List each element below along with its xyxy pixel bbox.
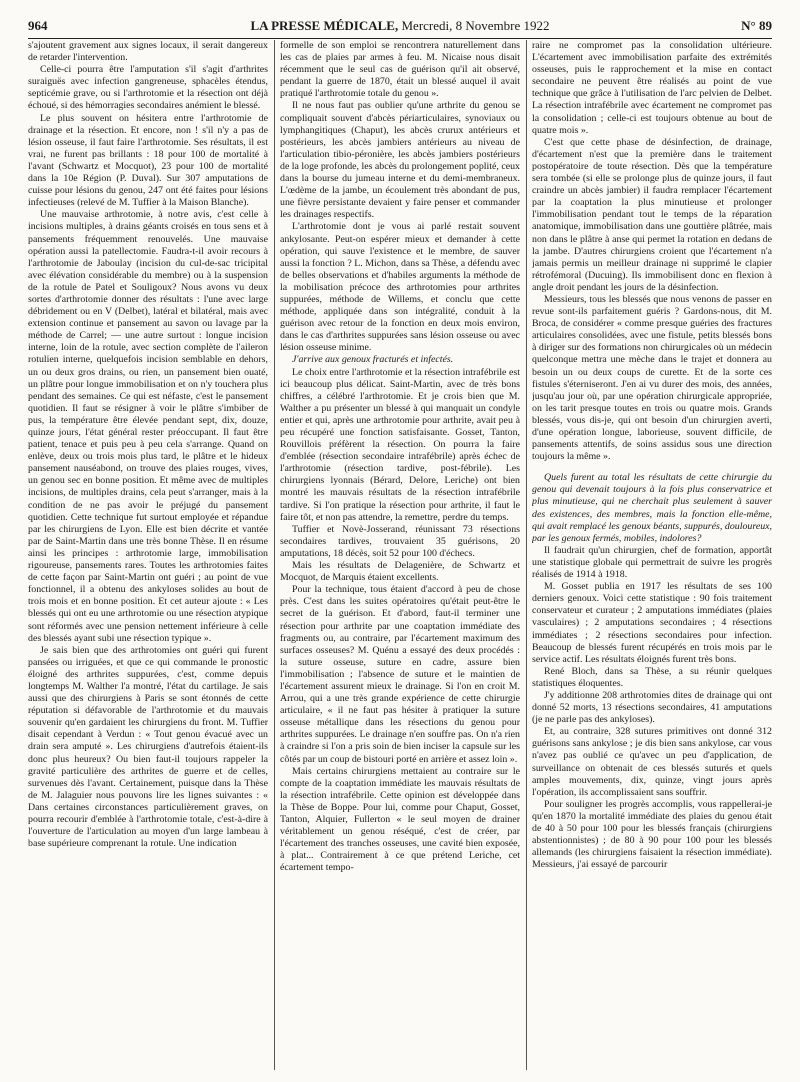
text-column-3 xyxy=(532,40,772,1070)
section-heading: Quels furent au total les résultats de cette chirurgie du genou qui devenait toujours à la fois plus conservatrice et plus minutieuse, qui ne cherchait plus seulement à sauver des existences, des membres, mais la fonction elle-même, qui avait remplacé les genoux béants, suppurés, douloureux, par les genoux fermés, mobiles, indolores? xyxy=(532,472,772,544)
paragraph: Je sais bien que des arthrotomies ont guéri qui furent pansées ou irriguées, et que ce qui commande le pronostic éloigné des arthrites suppurées, c'est, comme depuis longtemps M. Walther l'a montré, l'état du cartilage. Je sais aussi que des chirurgiens à Paris se sont étonnés de cette réputation si défavorable de l'arthrotomie et du mauvais souvenir qu'en gardaient les chirurgiens du front. M. Tuffier disait cependant à Verdun : « Tout genou évacué avec un drain sera amputé ». Les chirurgiens d'autrefois étaient-ils donc plus heureux? Ou bien faut-il toujours rappeler la gravité particulière des arthrites de guerre et de celles, survenues dès l'avant. Certainement, puisque dans la Thèse de M. Jalaguier nous pouvons lire les lignes suivantes : « Dans certaines circonstances particulièrement graves, on pourra recourir d'emblée à l'arthrotomie totale, c'est-à-dire à l'ouverture de l'articulation au moyen d'un large lambeau à base supérieure comprenant la rotule. Une indication xyxy=(28,644,268,850)
section-heading: J'arrive aux genoux fracturés et infectés. xyxy=(292,354,454,366)
paragraph: Tuffier et Novè-Josserand, réunissant 73 résections secondaires tardives, trouvaient 35 guérisons, 20 amputations, 18 décès, soit 52 pour 100 d'échecs. xyxy=(280,523,520,559)
paragraph: Et, au contraire, 328 sutures primitives ont donné 312 guérisons sans ankylose ; je dis bien sans ankylose, car vous n'avez pas oublié ce qu'avec un peu d'application, de surveillance on obtenait de ces blessés suturés et quels amples mouvements, dix, quinze, vingt jours après l'opération, ils accomplissaient sans souffrir. xyxy=(532,726,772,798)
column-divider xyxy=(526,40,527,1070)
paragraph: L'arthrotomie dont je vous ai parlé restait souvent ankylosante. Peut-on espérer mieux et demander à cette opération, qui sauve l'existence et le membre, de sauver aussi la fonction ? L. Michon, dans sa Thèse, a défendu avec de belles observations et d'habiles arguments la méthode de la mobilisation précoce des arthrotomies pour arthrites suppurées, méthode de Willems, et conclu que cette méthode, appliquée dans son intégralité, conduit à la guérison avec retour de la fonction en deux mois environ, dans le cas d'arthrites suppurées sans lésion osseuse ou avec lésion osseuse minime. xyxy=(280,221,520,354)
paragraph: Pour souligner les progrès accomplis, vous rappellerai-je qu'en 1870 la mortalité immédiate des plaies du genou était de 40 à 50 pour 100 pour les blessés français (chirurgiens abstentionnistes) ; de 80 à 90 pour 100 pour les blessés allemands (les chirurgiens faisaient la résection immédiate). Messieurs, j'ai essayé de parcourir xyxy=(532,798,772,871)
paragraph: René Bloch, dans sa Thèse, a su réunir quelques statistiques éloquentes. xyxy=(532,665,772,689)
paragraph: Il faudrait qu'un chirurgien, chef de formation, apportât une statistique globale qui permettrait de suivre les progrès réalisés de 1914 à 1918. xyxy=(532,544,772,581)
page-header xyxy=(28,16,772,39)
issue-date: Mercredi, 8 Novembre 1922 xyxy=(398,18,550,33)
issue-number: N° 89 xyxy=(741,18,772,33)
paragraph: J'y additionne 208 arthrotomies dites de drainage qui ont donné 52 morts, 13 résections secondaires, 41 amputations (je ne parle pas des ankyloses). xyxy=(532,689,772,726)
paragraph: M. Gosset publia en 1917 les résultats de ses 100 derniers genoux. Voici cette statistique : 90 fois traitement conservateur et curateur ; 2 amputations immédiates (plaies vasculaires) ; 2 amputations secondaires ; 4 résections immédiates ; 2 résections secondaires pour infection. Beaucoup de blessés furent récupérés en trois mois par le service actif. Les résultats éloignés furent très bons. xyxy=(532,581,772,665)
column-divider xyxy=(274,40,275,1070)
journal-title: LA PRESSE MÉDICALE, xyxy=(250,18,399,33)
paragraph: Une mauvaise arthrotomie, à notre avis, c'est celle à incisions multiples, à drains géants croisés en tous sens et à pansements fréquemment renouvelés. Une mauvaise opération aussi la patellectomie. Faudra-t-il avoir recours à l'arthrotomie de Jaboulay (incision du cul-de-sac tricipital avec élévation considérable du membre) ou à la suspension de la rotule de Patel et Souligoux? Nous avons vu deux sortes d'arthrotomie donner des résultats : l'une avec large débridement ou en V (Delbet), latéral et bilatéral, mais avec extension continue et pansement au savon ou lavage par la méthode de Carrel; — une autre surtout : longue incision interne, loin de la rotule, avec section complète de l'aileron rotulien interne, quelquefois incision semblable en dehors, un ou deux gros drains, ou rien, un pansement bien ouaté, un plâtre pour longue immobilisation et on n'y touchera plus pendant des semaines. Ce qui est néfaste, c'est le pansement quotidien. Il faut se résigner à voir le plâtre s'imbiber de pus, la température être élevée pendant sept, dix, douze, quinze jours, l'état général rester préoccupant. Il faut être patient, tenace et puis peu à peu cela s'arrange. Quand on enlève, deux ou trois mois plus tard, le plâtre et le hideux pansement nauséabond, on trouve des plaies rouges, vives, un genou sec en bonne position. Et même avec de multiples incisions, de multiples drains, cela peut s'arranger, mais à la condition de ne pas avoir le préjugé du pansement quotidien. Cette technique fut surtout employée et répandue par les chirurgiens de Lyon. Elle est bien décrite et vantée par de Saint-Martin dans une très bonne Thèse. Il en résume ainsi les principes : arthrotomie large, immobilisation rigoureuse, pansements rares. Toutes les arthrotomies faites de cette façon par Saint-Martin ont guéri ; au point de vue fonctionnel, il a obtenu des ankyloses solides au bout de trois mois et en bonne position. Et cet auteur ajoute : « Les blessés qui ont eu une arthrotomie ou une résection atypique sont réformés avec une pension nettement inférieure à celle des blessés ayant subi une résection typique ». xyxy=(28,209,268,644)
paragraph: Il ne nous faut pas oublier qu'une arthrite du genou se compliquait souvent d'abcès périarticulaires, synoviaux ou lymphangitiques (Chaput), les abcès crurux antérieurs et postérieurs, les abcès jambiers antérieurs au niveau de l'articulation tibio-péronière, les abcès jambiers postérieurs de la loge profonde, les abcès du prolongement poplité, ceux dans la bourse du jumeau interne et du demi-membraneux. L'œdème de la jambe, un écoulement très abondant de pus, une fièvre persistante devaient y faire penser et commander les drainages respectifs. xyxy=(280,100,520,221)
paragraph: Le plus souvent on hésitera entre l'arthrotomie de drainage et la résection. Et encore, non ! s'il n'y a pas de lésion osseuse, il faut faire l'arthrotomie. Ses résultats, il est vrai, ne furent pas brillants : 18 pour 100 de mortalité à l'avant (Schwartz et Mocquot), 23 pour 100 de mortalité dans la 10e Région (P. Duval). Sur 307 amputations de cuisse pour lésions du genou, 247 ont été faites pour lésions infectieuses (relevé de M. Tuffier à la Maison Blanche). xyxy=(28,112,268,209)
paragraph: Mais certains chirurgiens mettaient au contraire sur le compte de la coaptation immédiate les mauvais résultats de la résection intrafébrile. Cette opinion est développée dans la Thèse de Boppe. Pour lui, comme pour Chaput, Gosset, Tanton, Alquier, Fullerton « le seul moyen de drainer véritablement un genou réséqué, c'est de créer, par l'écartement des tranches osseuses, une cavité bien exposée, à plat... Contrairement à ce que prétend Leriche, cet écartement tempo- xyxy=(280,765,520,874)
paragraph: C'est que cette phase de désinfection, de drainage, d'écartement n'est que la première dans le traitement postopératoire de toute résection. Dès que la température sera tombée (si elle se prolonge plus de quinze jours, il faut craindre un abcès jambier) il faudra remplacer l'écartement par la coaptation la plus minutieuse et prolonger l'immobilisation pendant tout le temps de la réparation anatomique, immobilisation dans une gouttière plâtrée, mais non dans le plâtre à anse qui permet la rotation en dedans de la jambe. D'autres chirurgiens croient que l'écartement n'a jamais permis un meilleur drainage ni supprimé le clapier rétrofémoral (Ducuing). Ils immobilisent donc en flexion à angle droit pendant les jours de la désinfection. xyxy=(532,136,772,293)
journal-title-line xyxy=(28,18,772,34)
page-number: 964 xyxy=(28,18,48,33)
paragraph: raire ne compromet pas la consolidation ultérieure. L'écartement avec immobilisation parfaite des extrémités osseuses, puis le rapprochement et la mise en contact secondaire ne peuvent être réalisés au point de vue technique que grâce à l'utilisation de l'arc pelvien de Delbet. La résection intrafébrile avec écartement ne compromet pas la consolidation ; celle-ci est toujours obtenue au bout de quatre mois ». xyxy=(532,40,772,136)
paragraph: Celle-ci pourra être l'amputation s'il s'agit d'arthrites suraiguës avec infection gangreneuse, sphacèles étendus, septicémie grave, ou si l'arthrotomie et la résection ont déjà échoué, si des hémorragies secondaires anémient le blessé. xyxy=(28,64,268,112)
text-column-1 xyxy=(28,40,268,1070)
paragraph: Messieurs, tous les blessés que nous venons de passer en revue sont-ils parfaitement guéris ? Gardons-nous, dit M. Broca, de considérer « comme presque guéries des fractures articulaires consolidées, avec une fistule, petits blessés bons à diriger sur des formations non chirurgicales où un médecin quelconque mettra une mèche dans le trajet et donnera au besoin un ou deux coups de curette. Et de la sorte ces fistules s'éterniseront. J'en ai vu durer des mois, des années, jusqu'au jour où, par une opération chirurgicale appropriée, on les tarit presque toutes en trois ou quatre mois. Grands blessés, vous dis-je, qui ont besoin d'un chirurgien averti, d'une opération longue, laborieuse, souvent difficile, de pansements attentifs, de soins assidus sous une direction toujours la même ». xyxy=(532,293,772,463)
paragraph: Le choix entre l'arthrotomie et la résection intrafébrile est ici beaucoup plus délicat. Saint-Martin, avec de très bons chiffres, a célébré l'arthrotomie. Et je crois bien que M. Walther a pu présenter un blessé à qui manquait un condyle entier et qui, après une arthrotomie pour arthrite, avait peu à peu récupéré une fonction satisfaisante. Gosset, Tanton, Rouvillois préfèrent la résection. On pourra la faire d'emblée (résection secondaire intrafébrile) après échec de l'arthrotomie (résection tardive, post-fébrile). Les chirurgiens lyonnais (Bérard, Delore, Leriche) ont bien montré les mauvais résultats de la résection intrafébrile tardive. Si l'on pratique la résection pour arthrite, il faut le faire tôt, et non pas attendre, la remettre, perdre du temps. xyxy=(280,366,520,523)
paragraph: Mais les résultats de Delagenière, de Schwartz et Mocquot, de Marquis étaient excellents. xyxy=(280,560,520,584)
text-column-2 xyxy=(280,40,520,1070)
paragraph: Pour la technique, tous étaient d'accord à peu de chose près. C'est dans les suites opératoires qu'était peut-être le secret de la guérison. Et d'abord, faut-il terminer une résection pour arthrite par une coaptation immédiate des fragments ou, au contraire, par l'écartement maximum des surfaces osseuses? M. Quénu a essayé des deux procédés : la suture osseuse, suture en cadre, assure bien l'immobilisation ; l'absence de suture et le maintien de l'écartement assurent mieux le drainage. Si l'on en croit M. Arrou, qui a une très grande expérience de cette chirurgie articulaire, « il ne faut pas hésiter à pratiquer la suture osseuse métallique dans les résections du genou pour arthrites suppurées. Le drainage n'en souffre pas. On n'a rien à craindre si l'on a pris soin de bien inciser la capsule sur les côtés par un coup de bistouri porté en arrière et assez loin ». xyxy=(280,584,520,765)
paragraph: formelle de son emploi se rencontrera naturellement dans les cas de plaies par armes à feu. M. Nicaise nous disait récemment que le seul cas de guérison qu'il ait observé, pendant la guerre de 1870, était un blessé auquel il avait pratiqué l'arthrotomie totale du genou ». xyxy=(280,40,520,100)
paragraph: s'ajoutent gravement aux signes locaux, il serait dangereux de retarder l'intervention. xyxy=(28,40,268,64)
